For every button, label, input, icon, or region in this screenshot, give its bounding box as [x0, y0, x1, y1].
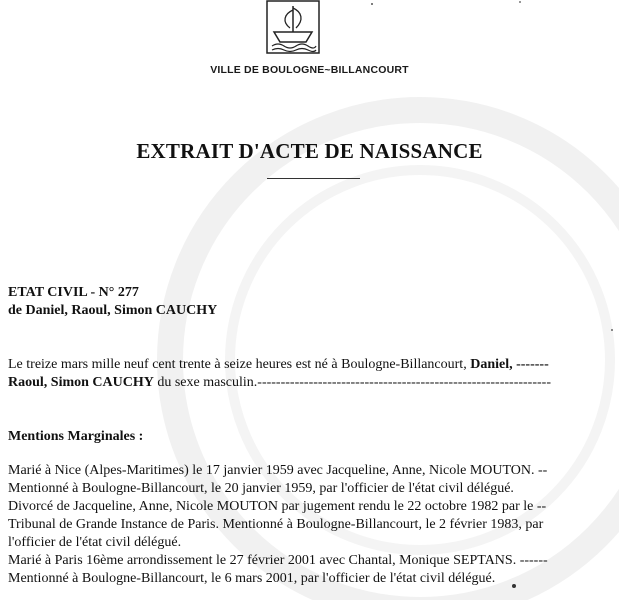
- mention-line: Marié à Nice (Alpes-Maritimes) le 17 janvier 1959 avec Jacqueline, Anne, Nicole MOUTON. --: [8, 463, 548, 478]
- mention-line: l'officier de l'état civil délégué.: [8, 535, 182, 550]
- birth-statement-line-2: [8, 374, 618, 392]
- birth-name-bold: Daniel, -------: [470, 357, 549, 372]
- city-name: VILLE DE BOULOGNE~BILLANCOURT: [210, 64, 409, 76]
- birth-statement: [8, 356, 618, 392]
- mention-line: Divorcé de Jacqueline, Anne, Nicole MOUTON par jugement rendu le 22 octobre 1982 par le --: [8, 499, 547, 514]
- person-name-line: de Daniel, Raoul, Simon CAUCHY: [8, 303, 218, 318]
- mention-line: Tribunal de Grande Instance de Paris. Mentionné à Boulogne-Billancourt, le 2 février 1983, par: [8, 517, 544, 532]
- etat-civil-block: [8, 284, 618, 320]
- mention-line: Mentionné à Boulogne-Billancourt, le 20 janvier 1959, par l'officier de l'état civil délégué.: [8, 481, 514, 496]
- title-divider: [267, 178, 360, 179]
- coat-of-arms-ship-icon: [266, 0, 320, 54]
- mention-line: Marié à Paris 16ème arrondissement le 27 février 2001 avec Chantal, Monique SEPTANS. ------: [8, 553, 548, 568]
- birth-sex-text: du sexe masculin.---------------------------------------------------------------: [153, 375, 551, 390]
- mention-line: Mentionné à Boulogne-Billancourt, le 6 mars 2001, par l'officier de l'état civil délégué.: [8, 571, 496, 586]
- mentions-heading: Mentions Marginales :: [8, 429, 144, 444]
- birth-statement-text: Le treize mars mille neuf cent trente à seize heures est né à Boulogne-Billancourt,: [8, 357, 471, 372]
- etat-civil-number: ETAT CIVIL - N° 277: [8, 285, 139, 300]
- birth-statement-line-1: [8, 356, 618, 374]
- document-title: EXTRAIT D'ACTE DE NAISSANCE: [136, 139, 483, 163]
- birth-name-bold-cont: Raoul, Simon CAUCHY: [8, 375, 154, 390]
- mentions-list: [8, 462, 618, 588]
